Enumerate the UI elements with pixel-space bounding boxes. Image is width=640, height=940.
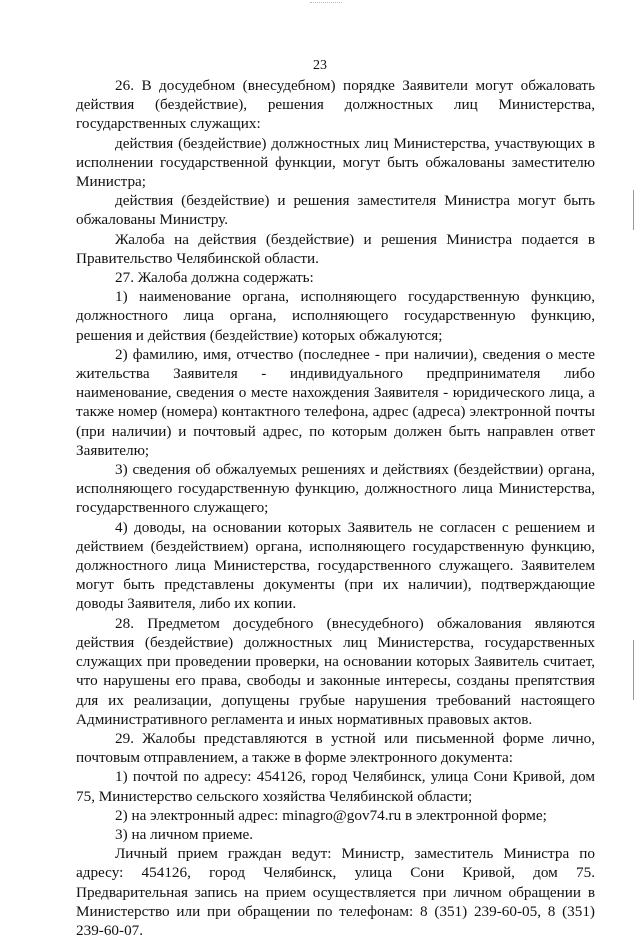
paragraph-personal-reception: Личный прием граждан ведут: Министр, заместитель Министра по адресу: 454126, город Челябинск, улица Сони Кривой, дом 75. Предварительная запись на прием осуществляется при личном обращении в Министерство или при обращении по телефонам: 8 (351) 239-60-05, 8 (351) 239-60-07. — [76, 845, 595, 939]
scan-artifact — [310, 2, 342, 3]
scan-edge-mark — [633, 190, 634, 230]
paragraph-26-item-3: Жалоба на действия (бездействие) и решения Министра подается в Правительство Челябинской области. — [76, 230, 595, 267]
page-number: 23 — [313, 58, 327, 73]
paragraph-29-item-2: 2) на электронный адрес: minagro@gov74.ru в электронной форме; — [115, 806, 547, 824]
paragraph-27-item-2: 2) фамилию, имя, отчество (последнее - при наличии), сведения о месте жительства Заявителя - индивидуального предпринимателя либо наименование, сведения о месте нахождения Заявителя - юридического лица, а также номер (номера) контактного телефона, адрес (адреса) электронной почты (при наличии) и почтовый адрес, по которым должен быть направлен ответ Заявителю; — [76, 345, 595, 459]
paragraph-26: 26. В досудебном (внесудебном) порядке Заявители могут обжаловать действия (бездействие), решения должностных лиц Министерства, государственных служащих: — [76, 77, 595, 133]
paragraph-29: 29. Жалобы представляются в устной или письменной форме лично, почтовым отправлением, а также в форме электронного документа: — [76, 729, 595, 767]
paragraph-29-item-3: 3) на личном приеме. — [115, 825, 254, 843]
document-body — [76, 76, 595, 940]
paragraph-27-item-4: 4) доводы, на основании которых Заявитель не согласен с решением и действием (бездействием) органа, исполняющего государственную функцию, должностного лица Министерства, государственного служащего. Заявителем могут быть представлены документы (при их наличии), подтверждающие доводы Заявителя, либо их копии. — [76, 518, 595, 613]
paragraph-26-item-2: действия (бездействие) и решения заместителя Министра могут быть обжалованы Министру. — [76, 192, 595, 229]
paragraph-26-item-1: действия (бездействие) должностных лиц Министерства, участвующих в исполнении государственной функции, могут быть обжалованы заместителю Министра; — [76, 134, 595, 191]
paragraph-27-item-1: 1) наименование органа, исполняющего государственную функцию, должностного лица органа, исполняющего государственную функцию, решения и действия (бездействие) которых обжалуются; — [76, 288, 595, 344]
paragraph-28: 28. Предметом досудебного (внесудебного) обжалования являются действия (бездействие) должностных лиц Министерства, государственных служащих при проведении проверки, на основании которых Заявитель считает, что нарушены его права, свободы и законные интересы, созданы препятствия для их реализации, допущены грубые нарушения требований настоящего Административного регламента и иных нормативных правовых актов. — [76, 614, 595, 728]
paragraph-29-item-1: 1) почтой по адресу: 454126, город Челябинск, улица Сони Кривой, дом 75, Министерство сельского хозяйства Челябинской области; — [76, 768, 595, 805]
paragraph-27-item-3: 3) сведения об обжалуемых решениях и действиях (бездействии) органа, исполняющего государственную функцию, должностного лица Министерства, государственного служащего; — [76, 461, 595, 517]
scan-edge-mark — [633, 640, 634, 700]
paragraph-27: 27. Жалоба должна содержать: — [115, 269, 314, 287]
